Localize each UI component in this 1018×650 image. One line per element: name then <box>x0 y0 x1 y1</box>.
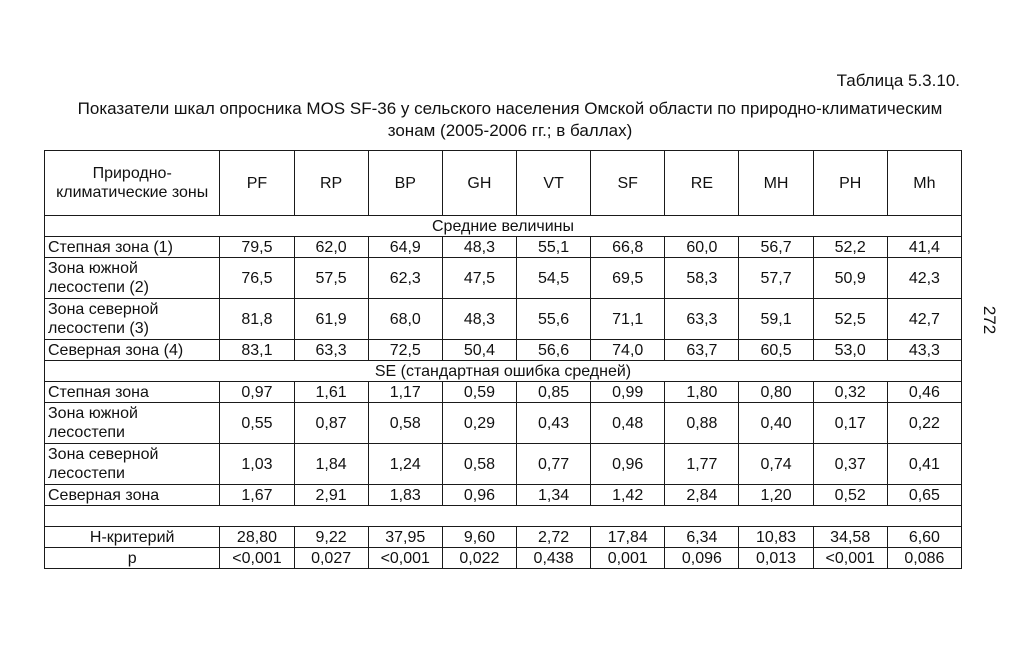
value-cell: 0,80 <box>739 382 813 403</box>
column-header: RE <box>665 151 739 216</box>
section-means <box>45 216 962 237</box>
zone-name-line-1: Зона северной <box>48 446 159 463</box>
section-means-label: Средние величины <box>45 216 962 237</box>
spacer-row <box>45 506 962 527</box>
table-caption <box>30 98 990 142</box>
zone-name-line-1: Зона южной <box>48 405 138 422</box>
value-cell: 6,34 <box>665 527 739 548</box>
header-row <box>45 151 962 216</box>
value-cell: 60,5 <box>739 340 813 361</box>
stat-label-cell: H-критерий <box>45 527 220 548</box>
value-cell: 58,3 <box>665 258 739 299</box>
value-cell: 0,48 <box>591 403 665 444</box>
value-cell: 0,438 <box>517 548 591 569</box>
value-cell: 0,97 <box>220 382 294 403</box>
value-cell: 57,7 <box>739 258 813 299</box>
value-cell: 47,5 <box>442 258 516 299</box>
value-cell: 42,3 <box>887 258 961 299</box>
value-cell: 63,7 <box>665 340 739 361</box>
zone-name-cell <box>45 237 220 258</box>
value-cell: 2,84 <box>665 485 739 506</box>
zone-name-cell <box>45 444 220 485</box>
caption-line-1: Показатели шкал опросника MOS SF-36 у сельского населения Омской области по природно-климатическим <box>77 99 943 118</box>
value-cell: 50,4 <box>442 340 516 361</box>
value-cell: 0,43 <box>517 403 591 444</box>
value-cell: 55,6 <box>517 299 591 340</box>
value-cell: 0,086 <box>887 548 961 569</box>
column-header: BP <box>368 151 442 216</box>
value-cell: 0,22 <box>887 403 961 444</box>
value-cell: 60,0 <box>665 237 739 258</box>
value-cell: 0,29 <box>442 403 516 444</box>
value-cell: 62,3 <box>368 258 442 299</box>
table-row <box>45 444 962 485</box>
zone-name-line-1: Степная зона <box>48 383 149 401</box>
value-cell: 1,24 <box>368 444 442 485</box>
value-cell: 62,0 <box>294 237 368 258</box>
value-cell: 0,41 <box>887 444 961 485</box>
column-header: SF <box>591 151 665 216</box>
value-cell: 34,58 <box>813 527 887 548</box>
zone-name-line-2: лесостепи <box>48 424 125 441</box>
value-cell: 0,85 <box>517 382 591 403</box>
value-cell: 0,58 <box>368 403 442 444</box>
value-cell: 1,80 <box>665 382 739 403</box>
value-cell: 0,65 <box>887 485 961 506</box>
zone-name-line-1: Зона южной <box>48 260 138 277</box>
table-row <box>45 237 962 258</box>
value-cell: 0,17 <box>813 403 887 444</box>
value-cell: 0,74 <box>739 444 813 485</box>
section-se <box>45 361 962 382</box>
value-cell: 0,96 <box>591 444 665 485</box>
value-cell: 56,7 <box>739 237 813 258</box>
value-cell: 81,8 <box>220 299 294 340</box>
value-cell: 0,96 <box>442 485 516 506</box>
value-cell: 1,84 <box>294 444 368 485</box>
value-cell: 83,1 <box>220 340 294 361</box>
stat-label-cell: p <box>45 548 220 569</box>
value-cell: 0,52 <box>813 485 887 506</box>
value-cell: 74,0 <box>591 340 665 361</box>
value-cell: 76,5 <box>220 258 294 299</box>
value-cell: 2,72 <box>517 527 591 548</box>
zone-name-line-1: Зона северной <box>48 301 159 318</box>
table-label: Таблица 5.3.10. <box>836 71 960 90</box>
table-row <box>45 485 962 506</box>
zone-column-header <box>45 151 220 216</box>
zone-header-line-2: климатические зоны <box>56 184 209 201</box>
zone-name-cell <box>45 258 220 299</box>
value-cell: 9,60 <box>442 527 516 548</box>
value-cell: 1,17 <box>368 382 442 403</box>
spacer-cell <box>45 506 962 527</box>
value-cell: 54,5 <box>517 258 591 299</box>
value-cell: 64,9 <box>368 237 442 258</box>
value-cell: <0,001 <box>368 548 442 569</box>
value-cell: 6,60 <box>887 527 961 548</box>
table-body <box>45 216 962 569</box>
value-cell: 48,3 <box>442 237 516 258</box>
page-number: 272 <box>980 305 1000 335</box>
value-cell: 0,58 <box>442 444 516 485</box>
value-cell: 0,77 <box>517 444 591 485</box>
value-cell: 52,5 <box>813 299 887 340</box>
value-cell: 1,67 <box>220 485 294 506</box>
caption-line-2: зонам (2005-2006 гг.; в баллах) <box>387 121 633 140</box>
value-cell: 0,46 <box>887 382 961 403</box>
zone-name-cell <box>45 403 220 444</box>
value-cell: 43,3 <box>887 340 961 361</box>
value-cell: 0,99 <box>591 382 665 403</box>
value-cell: 1,83 <box>368 485 442 506</box>
value-cell: 1,20 <box>739 485 813 506</box>
zone-name-line-2: лесостепи (2) <box>48 279 149 296</box>
value-cell: 69,5 <box>591 258 665 299</box>
zone-name-line-1: Северная зона (4) <box>48 341 184 359</box>
value-cell: 48,3 <box>442 299 516 340</box>
zone-name-line-2: лесостепи (3) <box>48 320 149 337</box>
value-cell: 59,1 <box>739 299 813 340</box>
value-cell: 10,83 <box>739 527 813 548</box>
value-cell: 63,3 <box>294 340 368 361</box>
zone-header-line-1: Природно- <box>92 165 172 182</box>
value-cell: 1,42 <box>591 485 665 506</box>
stat-row <box>45 527 962 548</box>
column-header: Mh <box>887 151 961 216</box>
value-cell: 1,03 <box>220 444 294 485</box>
value-cell: 42,7 <box>887 299 961 340</box>
table-row <box>45 258 962 299</box>
value-cell: 0,001 <box>591 548 665 569</box>
value-cell: 0,37 <box>813 444 887 485</box>
value-cell: 0,88 <box>665 403 739 444</box>
value-cell: 68,0 <box>368 299 442 340</box>
value-cell: 28,80 <box>220 527 294 548</box>
value-cell: 0,027 <box>294 548 368 569</box>
value-cell: 0,32 <box>813 382 887 403</box>
value-cell: 56,6 <box>517 340 591 361</box>
column-header: PH <box>813 151 887 216</box>
value-cell: 1,61 <box>294 382 368 403</box>
table-row <box>45 340 962 361</box>
value-cell: 1,34 <box>517 485 591 506</box>
value-cell: 71,1 <box>591 299 665 340</box>
value-cell: 55,1 <box>517 237 591 258</box>
table-row <box>45 299 962 340</box>
value-cell: 66,8 <box>591 237 665 258</box>
value-cell: 1,77 <box>665 444 739 485</box>
value-cell: 0,59 <box>442 382 516 403</box>
zone-name-cell <box>45 485 220 506</box>
column-header: MH <box>739 151 813 216</box>
sf36-scales-table <box>44 150 962 569</box>
zone-name-cell <box>45 382 220 403</box>
value-cell: 63,3 <box>665 299 739 340</box>
table-row <box>45 382 962 403</box>
value-cell: 0,40 <box>739 403 813 444</box>
zone-name-line-1: Северная зона <box>48 486 160 504</box>
value-cell: 9,22 <box>294 527 368 548</box>
value-cell: 72,5 <box>368 340 442 361</box>
value-cell: 37,95 <box>368 527 442 548</box>
value-cell: 41,4 <box>887 237 961 258</box>
section-se-label: SE (стандартная ошибка средней) <box>45 361 962 382</box>
value-cell: 79,5 <box>220 237 294 258</box>
value-cell: 52,2 <box>813 237 887 258</box>
column-header: RP <box>294 151 368 216</box>
zone-name-cell <box>45 299 220 340</box>
zone-name-line-1: Степная зона (1) <box>48 238 173 256</box>
value-cell: 2,91 <box>294 485 368 506</box>
value-cell: 0,55 <box>220 403 294 444</box>
value-cell: 61,9 <box>294 299 368 340</box>
zone-name-cell <box>45 340 220 361</box>
value-cell: 53,0 <box>813 340 887 361</box>
table-row <box>45 403 962 444</box>
value-cell: 0,096 <box>665 548 739 569</box>
value-cell: 0,87 <box>294 403 368 444</box>
value-cell: 0,013 <box>739 548 813 569</box>
value-cell: 50,9 <box>813 258 887 299</box>
stat-row <box>45 548 962 569</box>
zone-name-line-2: лесостепи <box>48 465 125 482</box>
column-header: GH <box>442 151 516 216</box>
column-header: VT <box>517 151 591 216</box>
column-header: PF <box>220 151 294 216</box>
value-cell: 57,5 <box>294 258 368 299</box>
value-cell: 0,022 <box>442 548 516 569</box>
value-cell: 17,84 <box>591 527 665 548</box>
value-cell: <0,001 <box>813 548 887 569</box>
value-cell: <0,001 <box>220 548 294 569</box>
